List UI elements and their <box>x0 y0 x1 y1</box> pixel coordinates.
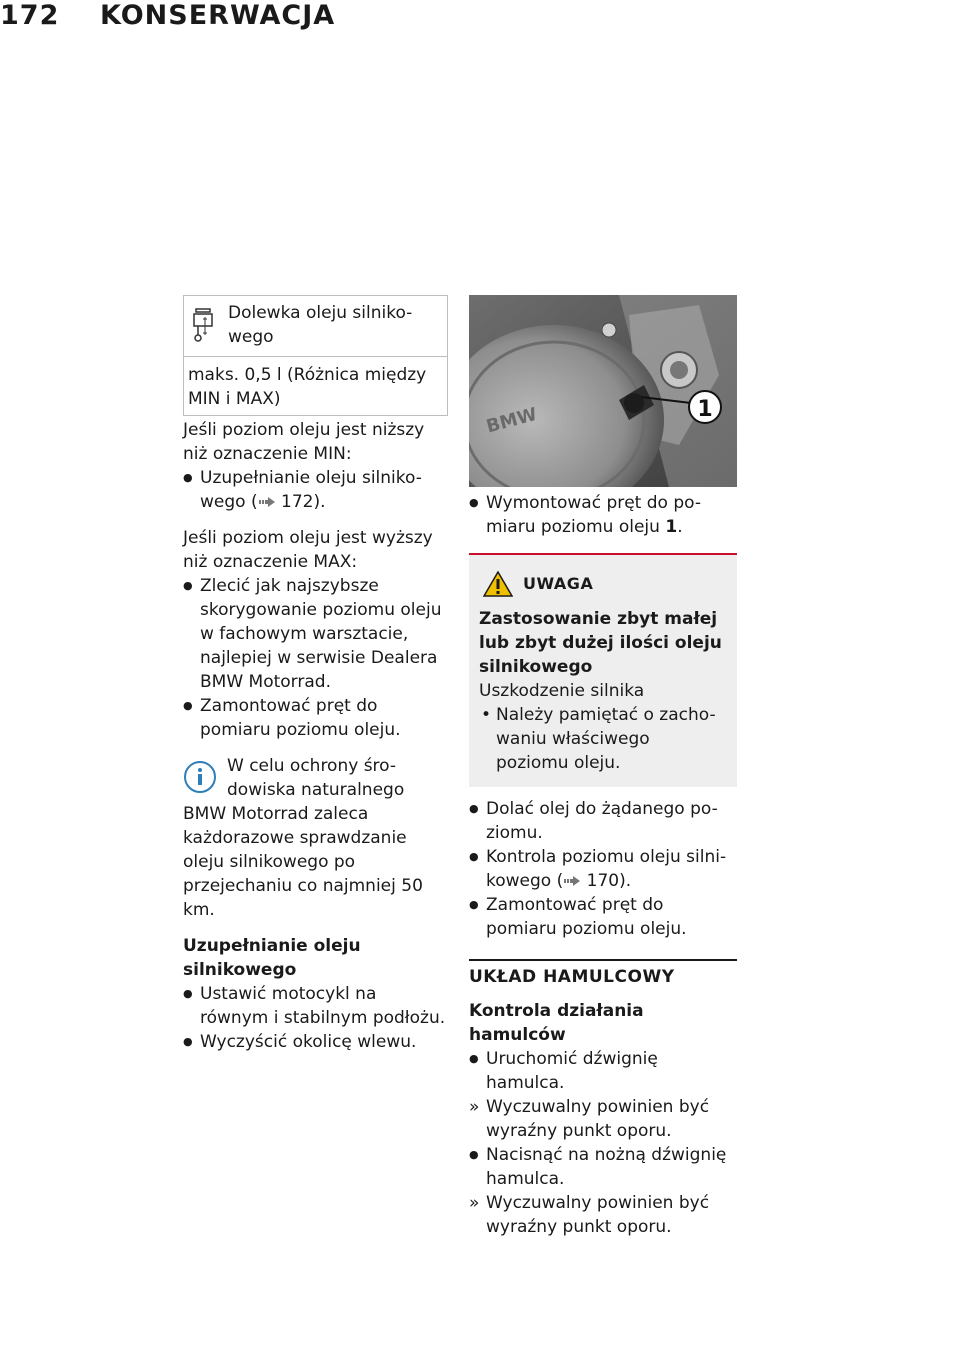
page-header <box>0 0 560 40</box>
topping-list <box>183 982 448 1054</box>
list-item: ● Wyczyścić okolicę wlewu. <box>183 1030 448 1054</box>
remove-item-ref: 1 <box>665 517 678 537</box>
below-min-item: Uzupełnianie oleju silniko-wego ( <box>200 468 422 512</box>
page-reference-arrow-icon <box>563 876 581 886</box>
warning-title-row <box>483 571 727 597</box>
page-number: 172 <box>0 0 60 31</box>
brake-check-title: Kontrola działania hamulców <box>469 1001 644 1045</box>
list-item <box>183 466 448 514</box>
check-item: Kontrola poziomu oleju silni-kowego ( <box>486 847 727 891</box>
remove-item: Wymontować pręt do po-miaru poziomu oleju <box>486 493 701 537</box>
page-reference[interactable]: 170). <box>586 871 632 891</box>
result-item: » Wyczuwalny powinien być wyraźny punkt oporu. <box>469 1191 737 1239</box>
list-item: ● Dolać olej do żądanego po-ziomu. <box>469 797 737 845</box>
remove-item-end: . <box>677 517 683 537</box>
spec-title: Dolewka oleju silniko-wego <box>228 303 413 347</box>
list-item: ● Zamontować pręt do pomiaru poziomu oleju. <box>469 893 737 941</box>
list-item: ● Zlecić jak najszybsze skorygowanie poziomu oleju w fachowym warsztacie, najlepiej w serwisie Dealera BMW Motorrad. <box>183 574 448 694</box>
warning-heading: Zastosowanie zbyt małej lub zbyt dużej ilości oleju silnikowego <box>479 609 722 677</box>
photo-brand-text: BMW <box>484 403 540 438</box>
topping-title: Uzupełnianie oleju silnikowego <box>183 936 361 980</box>
list-item <box>469 845 737 893</box>
note-line-1: W celu ochrony śro- <box>227 756 397 776</box>
engine-photo <box>469 295 737 487</box>
below-min-list <box>183 466 448 514</box>
list-item: ● Zamontować pręt do pomiaru poziomu oleju. <box>183 694 448 742</box>
environment-note <box>183 754 448 922</box>
remove-list <box>469 491 737 539</box>
list-item: ● Uruchomić dźwignię hamulca. <box>469 1047 737 1095</box>
above-max-intro: Jeśli poziom oleju jest wyższy niż oznaczenie MAX: <box>183 528 433 572</box>
mount-list <box>183 694 448 742</box>
below-min-intro: Jeśli poziom oleju jest niższy niż oznaczenie MIN: <box>183 420 425 464</box>
after-warning-list <box>469 797 737 941</box>
warning-box <box>469 553 737 787</box>
warning-action-list <box>479 703 727 775</box>
list-item: ● Nacisnąć na nożną dźwignię hamulca. <box>469 1143 737 1191</box>
chapter-title: KONSERWACJA <box>100 0 336 31</box>
section-brakes <box>469 959 737 989</box>
section-title: UKŁAD HAMULCOWY <box>469 967 675 987</box>
note-text: BMW Motorrad zaleca każdorazowe sprawdzanie oleju silnikowego po przejechaniu co najmniej 50 km. <box>183 804 423 920</box>
warning-triangle-icon <box>483 571 513 597</box>
above-max-list <box>183 574 448 694</box>
page-reference-arrow-icon <box>258 497 276 507</box>
note-line-2: dowiska naturalnego <box>227 780 405 800</box>
list-item: • Należy pamiętać o zacho-waniu właściwego poziomu oleju. <box>479 703 727 775</box>
result-item: » Wyczuwalny powinien być wyraźny punkt oporu. <box>469 1095 737 1143</box>
spec-value: maks. 0,5 l (Różnica między MIN i MAX) <box>188 365 427 409</box>
callout-number: 1 <box>697 397 713 422</box>
page-reference[interactable]: 172). <box>281 492 326 512</box>
warning-label: UWAGA <box>523 574 594 593</box>
list-item <box>469 491 737 539</box>
info-icon <box>183 760 217 794</box>
warning-consequence: Uszkodzenie silnika <box>479 681 645 701</box>
spec-box <box>183 295 448 416</box>
left-column <box>183 295 448 1054</box>
oil-filler-icon <box>190 301 228 350</box>
spec-box-header <box>184 296 447 357</box>
right-column <box>469 295 737 1239</box>
list-item: ● Ustawić motocykl na równym i stabilnym podłożu. <box>183 982 448 1030</box>
brake-check-list <box>469 1047 737 1239</box>
